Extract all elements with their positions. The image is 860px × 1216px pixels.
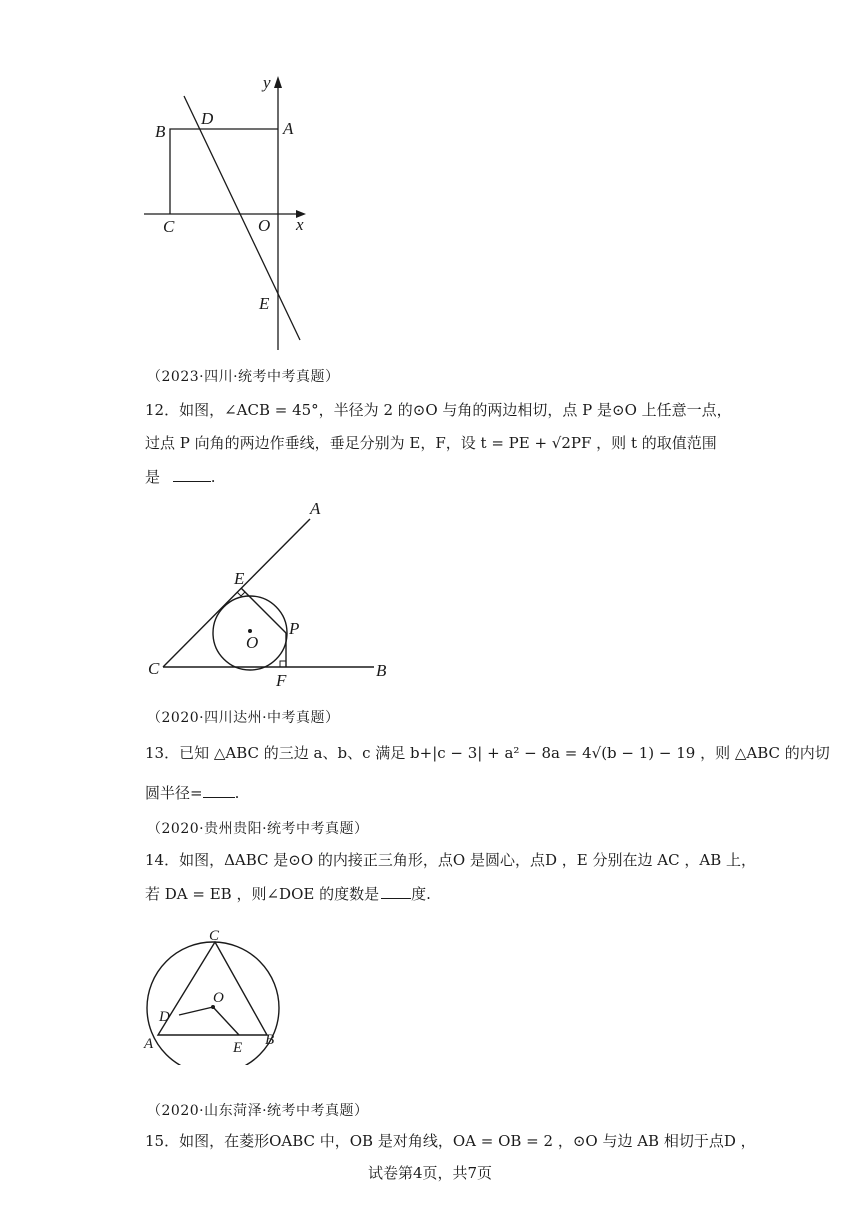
- right-angle-mark-f: [280, 661, 286, 667]
- question-12-line-2: 过点 P 向角的两边作垂线，垂足分别为 E，F，设 t = PE + √2PF ，则 t 的取值范围: [145, 434, 717, 452]
- label-o: O: [246, 633, 259, 652]
- rectangle-bcoa: [170, 129, 278, 214]
- answer-blank: [203, 785, 235, 798]
- page-footer: 试卷第4页，共7页: [367, 1164, 493, 1182]
- label-a: A: [144, 1036, 154, 1052]
- question-12-line-3: 是 .: [145, 468, 216, 486]
- segment-oe: [213, 1007, 239, 1035]
- question-13-text: 圆半径=: [145, 784, 203, 802]
- label-e: E: [234, 569, 245, 588]
- question-13-line-2: 圆半径= .: [145, 784, 240, 802]
- question-14-line-2: [145, 886, 431, 902]
- label-o: O: [258, 216, 271, 235]
- label-e: E: [233, 1040, 243, 1056]
- question-13-line-1: 13．已知 △ABC 的三边 a、b、c 满足 b+|c − 3| + a² − 8a = 4√(b − 1) − 19 ，则 △ABC 的内切: [145, 744, 830, 762]
- label-b: B: [265, 1032, 275, 1048]
- question-14-line-1: 14．如图，ΔABC 是⊙O 的内接正三角形，点O 是圆心，点D ，E 分别在边 AC ，AB 上，: [145, 851, 756, 869]
- source-note: （2020·贵州贵阳·统考中考真题）: [147, 821, 369, 837]
- label-c: C: [148, 659, 160, 678]
- question-12-line-1: 12．如图，∠ACB = 45°，半径为 2 的⊙O 与角的两边相切，点 P 是⊙O 上任意一点，: [145, 401, 732, 419]
- figure-tangent-circle-diagram: [140, 495, 400, 695]
- source-note: （2023·四川·统考中考真题）: [147, 369, 340, 385]
- label-e: E: [259, 294, 270, 313]
- question-12-text: 是: [145, 468, 161, 486]
- label-f: F: [276, 671, 287, 690]
- label-a: A: [310, 499, 321, 518]
- label-x: x: [296, 215, 304, 234]
- label-p: P: [289, 619, 300, 638]
- source-note: （2020·山东菏泽·统考中考真题）: [147, 1103, 369, 1119]
- right-angle-mark-e: [237, 592, 245, 596]
- label-b: B: [376, 661, 387, 680]
- answer-blank: [173, 469, 211, 482]
- y-axis-arrow: [274, 76, 282, 88]
- question-14-unit: 度.: [411, 885, 431, 903]
- source-note: （2020·四川达州·中考真题）: [147, 710, 340, 726]
- figure-coordinate-diagram: [130, 70, 330, 360]
- answer-blank: [381, 886, 411, 899]
- label-y: y: [263, 73, 271, 92]
- label-a: A: [283, 119, 294, 138]
- ray-ca: [163, 519, 310, 667]
- figure-inscribed-triangle-diagram: [135, 925, 295, 1065]
- segment-od: [179, 1007, 213, 1015]
- triangle-abc: [158, 942, 267, 1035]
- label-d: D: [201, 109, 214, 128]
- label-d: D: [159, 1009, 170, 1025]
- label-c: C: [163, 217, 175, 236]
- question-15-line-1: 15．如图，在菱形OABC 中，OB 是对角线，OA = OB = 2 ，⊙O 与边 AB 相切于点D ，: [145, 1132, 756, 1150]
- label-o: O: [213, 990, 224, 1006]
- question-14-text: 若 DA = EB ，则∠DOE 的度数是: [145, 885, 380, 903]
- label-b: B: [155, 122, 166, 141]
- label-c: C: [209, 928, 220, 944]
